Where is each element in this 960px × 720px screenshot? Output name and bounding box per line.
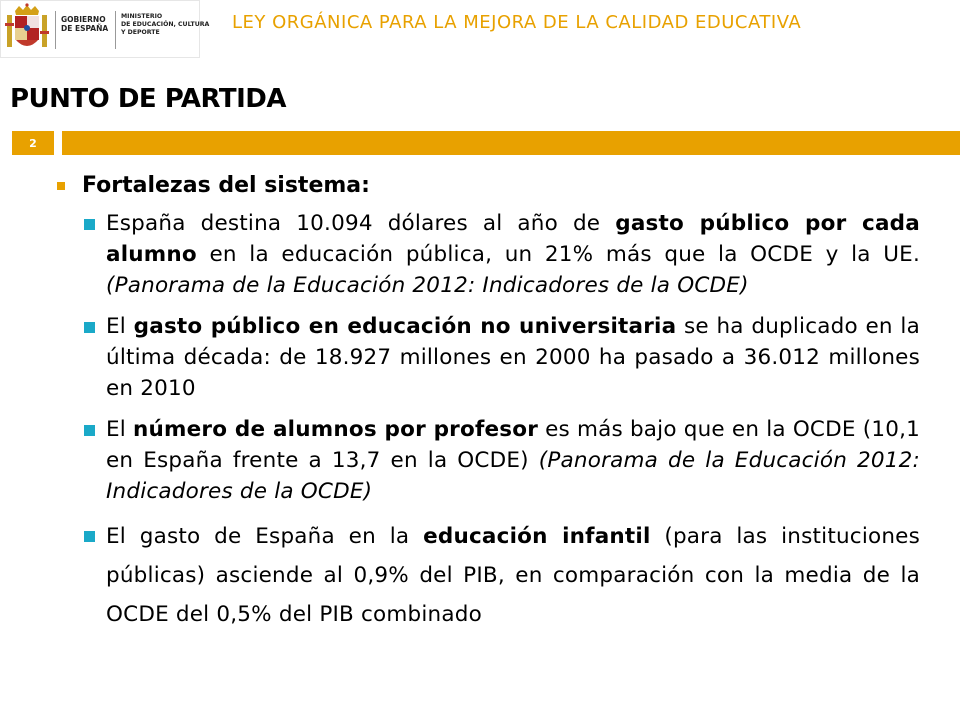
item-text: se ha duplicado en la última década: de 18.927 millones en 2000 ha pasado a 36.012 millones en 2010 [106,314,920,401]
ministerio-line-2: DE EDUCACIÓN, CULTURA [121,21,210,28]
section-heading-text: Fortalezas del sistema: [82,173,370,198]
list-item [52,414,920,507]
title-rule-bar [62,131,960,155]
item-bold-text: gasto público en educación no universitaria [133,314,677,339]
header-title: LEY ORGÁNICA PARA LA MEJORA DE LA CALIDAD EDUCATIVA [232,12,802,33]
item-citation: (Panorama de la Educación 2012: Indicadores de la OCDE) [106,273,749,298]
item-text: España destina 10.094 dólares al año de [106,211,616,236]
ministerio-line-1: MINISTERIO [121,13,163,20]
section-heading [52,168,920,204]
item-text: El [106,314,134,339]
gobierno-line-1: GOBIERNO [61,15,106,24]
slide-number: 2 [12,131,54,155]
square-bullet-icon [84,531,95,542]
item-bold-text: gasto público por cada alumno [106,211,920,267]
item-text: es más bajo que en la OCDE (10,1 en España frente a 13,7 en la OCDE) [106,417,920,473]
item-citation: (Panorama de la Educación 2012: Indicadores de la OCDE) [106,448,920,504]
item-bold-text: número de alumnos por profesor [133,417,539,442]
square-bullet-icon [84,425,95,436]
item-text: (para las instituciones públicas) asciende al 0,9% del PIB, en comparación con la media de la OCDE del 0,5% del PIB combinado [106,524,920,627]
list-item [52,208,920,301]
list-item [52,311,920,404]
item-text: El gasto de España en la [106,524,424,549]
gobierno-text [61,15,108,33]
item-text: El [106,417,134,442]
square-bullet-icon [84,322,95,333]
square-bullet-icon [84,219,95,230]
slide-content [52,168,920,644]
square-bullet-icon [57,182,65,190]
item-bold-text: educación infantil [423,524,651,549]
item-text: en la educación pública, un 21% más que la OCDE y la UE. [196,242,920,267]
gobierno-line-2: DE ESPAÑA [61,24,109,33]
ministerio-line-3: Y DEPORTE [121,29,160,36]
government-logo [0,0,210,58]
ministerio-text [121,13,209,37]
page-title: PUNTO DE PARTIDA [10,84,286,114]
list-item [52,517,920,634]
